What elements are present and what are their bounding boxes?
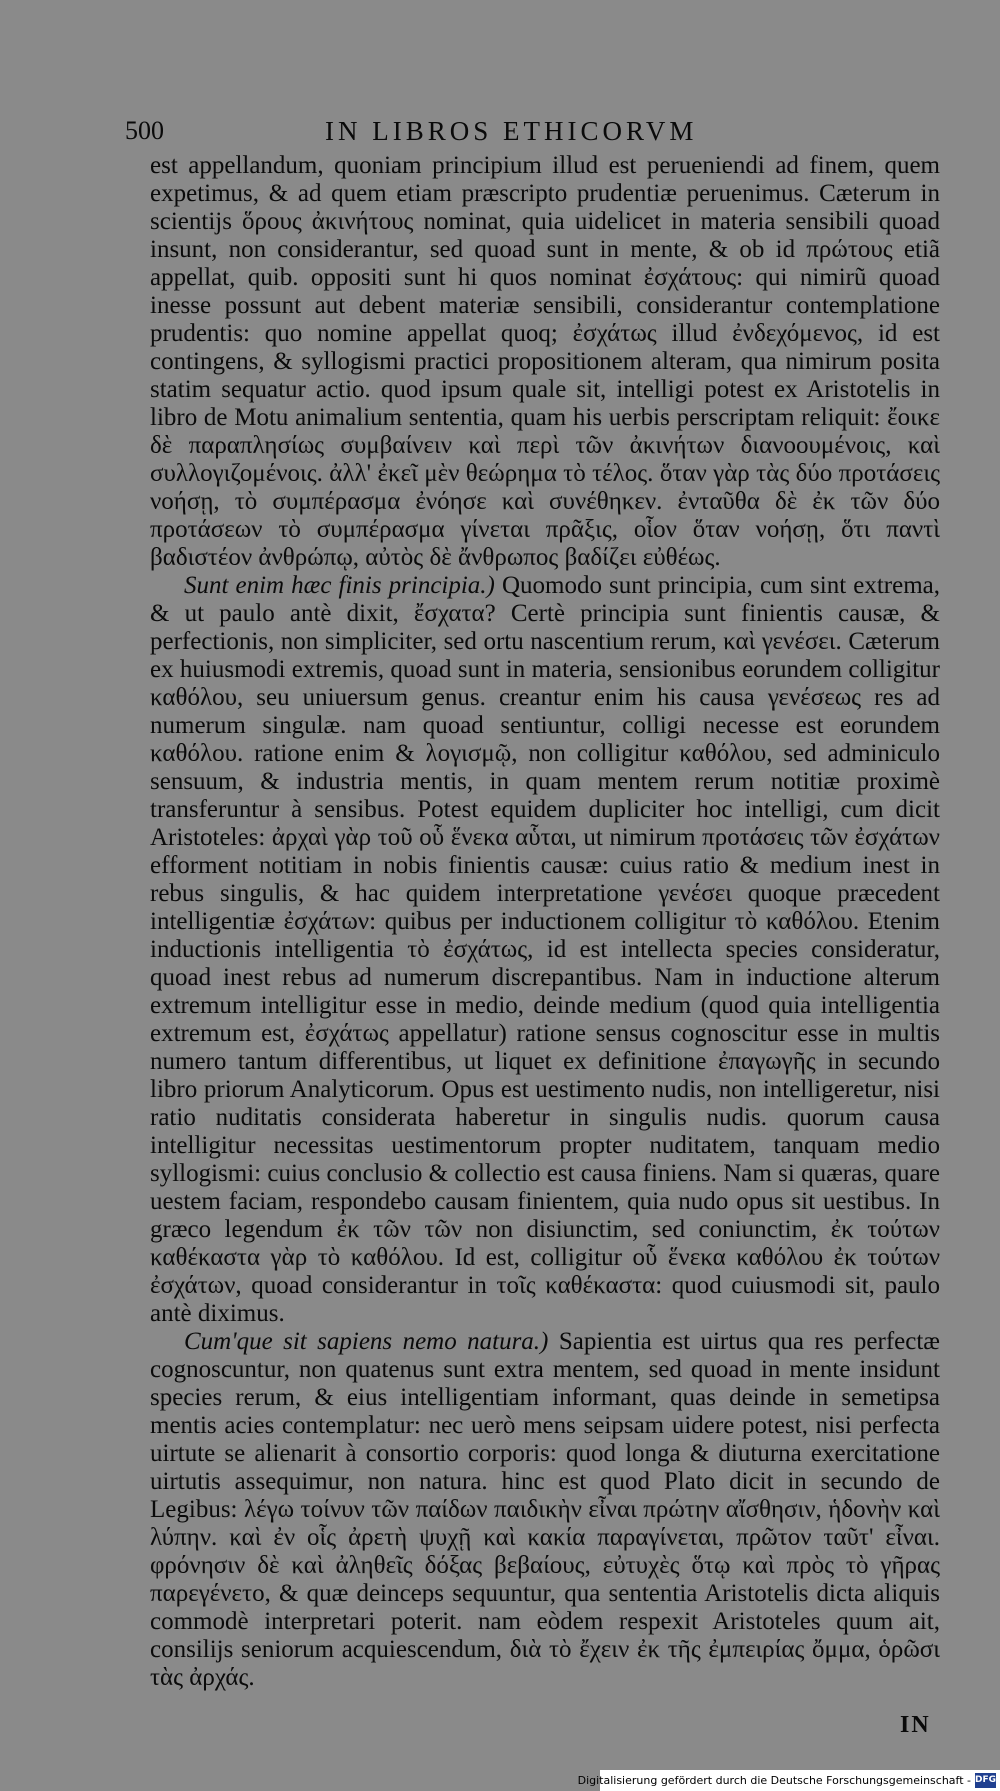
paragraph-lemma: Sunt enim hæc finis principia.) bbox=[184, 572, 495, 599]
commentary-text bbox=[150, 152, 940, 1692]
paragraph-text: Quomodo sunt principia, cum sint extrema, & ut paulo antè dixit, ἔσχατα? Certè principia sunt finientis causæ, & perfectionis, non simpliciter, sed ortu nascentium rerum, καὶ γενέσει. Cæterum ex huiusmodi extremis, quoad sunt in materia, sensionibus eorundem colligitur καθόλου, seu uniuersum genus. creantur enim his causa γενέσεως res ad numerum singulæ. nam quoad sentiuntur, colligi necesse est eorundem καθόλου. ratione enim & λογισμῷ, non colligitur καθόλου, sed adminiculo sensuum, & industria mentis, in quam mentem rerum notitiæ proximè transferuntur à sensibus. Potest equidem dupliciter hoc intelligi, cum dicit Aristoteles: ἀρχαὶ γὰρ τοῦ οὗ ἕνεκα αὗται, ut nimirum προτάσεις τῶν ἐσχάτων efforment notitiam in nobis finientis causæ: cuius ratio & medium inest in rebus singulis, & hac quidem interpretatione γενέσει quoque præcedent intelligentiæ ἐσχάτων: quibus per inductionem colligitur τὸ καθόλου. Etenim inductionis intelligentia τὸ ἐσχάτως, id est intellecta species consideratur, quoad inest rebus ad numerum discrepantibus. Nam in inductione alterum extremum intelligitur esse in medio, deinde medium (quod quia intelligentia extremum est, ἐσχάτως appellatur) ratione sensus cognoscitur esse in multis numero tantum differentibus, ut liquet ex definitione ἐπαγωγῆς in secundo libro priorum Analyticorum. Opus est uestimento nudis, non intelligeretur, nisi ratio nuditatis considerata haberetur in singulis nudis. quorum causa intelligitur necessitas uestimentorum propter nuditatem, tanquam medio syllogismi: cuius conclusio & collectio est causa finiens. Nam si quæras, quare uestem faciam, respondebo causam finientem, quia nudo opus sit uestibus. In græco legendum ἐκ τῶν τῶν non disiunctim, sed coniunctim, ἐκ τούτων καθέκαστα γὰρ τὸ καθόλου. Id est, colligitur οὗ ἕνεκα καθόλου ἐκ τούτων ἐσχάτων, quoad considerantur in τοῖς καθέκαστα: quod cuiusmodi sit, paulo antè diximus. bbox=[150, 572, 940, 1327]
paragraph-2 bbox=[150, 572, 940, 1328]
paragraph-1 bbox=[150, 152, 940, 572]
running-head bbox=[125, 116, 805, 150]
paragraph-3 bbox=[150, 1328, 940, 1692]
digitization-footer bbox=[577, 1770, 1000, 1791]
funding-credit: Digitalisierung gefördert durch die Deutsche Forschungsgemeinschaft - bbox=[577, 1774, 971, 1787]
page-number: 500 bbox=[125, 116, 164, 145]
catchword: IN bbox=[900, 1712, 931, 1738]
dfg-logo-icon: DFG bbox=[975, 1773, 996, 1788]
paragraph-lemma: Cum'que sit sapiens nemo natura.) bbox=[184, 1328, 549, 1355]
running-title: IN LIBROS ETHICORVM bbox=[325, 116, 698, 146]
paragraph-text: est appellandum, quoniam principium illud est perueniendi ad finem, quem expetimus, & ad quem etiam præscripto prudentiæ peruenimus. Cæterum in scientijs ὅρους ἀκινήτους nominat, quia uidelicet in materia sensibili quoad insunt, non considerantur, sed quoad sunt in mente, & ob id πρώτους etiã appellat, quib. oppositi sunt hi quos nominat ἐσχάτους: qui nimirũ quoad inesse possunt aut debent materiæ sensibili, considerantur contemplatione prudentis: quo nomine appellat quoq; ἐσχάτως illud ἐνδεχόμενος, id est contingens, & syllogismi practici propositionem alteram, qua nimirum posita statim sequatur actio. quod ipsum quale sit, intelligi potest ex Aristotelis in libro de Motu animalium sententia, quam his uerbis perscriptam reliquit: ἔοικε δὲ παραπλησίως συμβαίνειν καὶ περὶ τῶν ἀκινήτων διανοουμένοις, καὶ συλλογιζομένοις. ἀλλ' ἐκεῖ μὲν θεώρημα τὸ τέλος. ὅταν γὰρ τὰς δύο προτάσεις νοήσῃ, τὸ συμπέρασμα ἐνόησε καὶ συνέθηκεν. ἐνταῦθα δὲ ἐκ τῶν δύο προτάσεων τὸ συμπέρασμα γίνεται πρᾶξις, οἷον ὅταν νοήσῃ, ὅτι παντὶ βαδιστέον ἀνθρώπῳ, αὐτὸς δὲ ἄνθρωπος βαδίζει εὐθέως. bbox=[150, 152, 940, 571]
paragraph-text: Sapientia est uirtus qua res perfectæ cognoscuntur, non quatenus sunt extra mentem, sed quoad in mente insidunt species rerum, & eius intelligentiam informant, quas deinde in semetipsa mentis acies contemplatur: nec uerò mens seipsam uidere potest, nisi perfecta uirtute se alienarit à consortio corporis: quod longa & diuturna exercitatione uirtutis assequimur, non natura. hinc est quod Plato dicit in secundo de Legibus: λέγω τοίνυν τῶν παίδων παιδικὴν εἶναι πρώτην αἴσθησιν, ἡδονὴν καὶ λύπην. καὶ ἐν οἷς ἀρετὴ ψυχῇ καὶ κακία παραγίνεται, πρῶτον ταῦτ' εἶναι. φρόνησιν δὲ καὶ ἀληθεῖς δόξας βεβαίους, εὐτυχὲς ὅτῳ καὶ πρὸς τὸ γῆρας παρεγένετο, & quæ deinceps sequuntur, qua sententia Aristotelis dicta aliquis commodè interpretari poterit. nam eòdem respexit Aristoteles quum ait, consilijs seniorum acquiescendum, διὰ τὸ ἔχειν ἐκ τῆς ἐμπειρίας ὄμμα, ὁρῶσι τὰς ἀρχάς. bbox=[150, 1328, 940, 1691]
